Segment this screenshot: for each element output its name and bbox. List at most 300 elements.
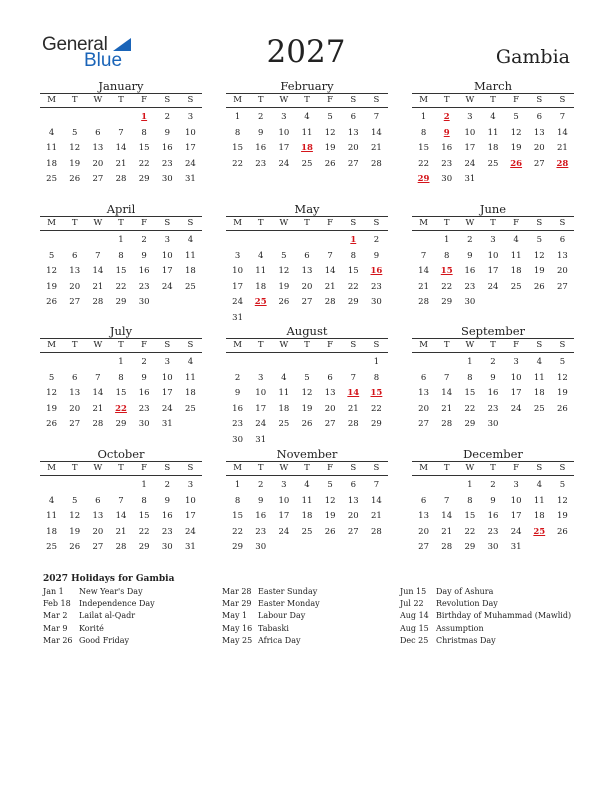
week-row [412,233,574,249]
month-title: January [98,79,144,93]
day-cell: 12 [301,388,313,398]
week-rows [40,355,202,433]
day-cell: 4 [536,357,542,367]
day-cell: 20 [557,266,568,276]
holiday-day-cell: 16 [370,266,383,276]
weekday-label: T [443,463,450,473]
day-cell: 19 [510,143,522,153]
day-cell: 11 [533,495,545,506]
day-cell: 20 [92,158,104,169]
month-august [226,324,388,448]
day-cell [109,110,132,126]
weekday-label: F [513,218,520,228]
day-cell [86,478,109,494]
day-cell: 1 [141,480,147,490]
weekday-label: S [559,95,566,105]
weekday-label: S [164,463,171,473]
month-march [412,79,574,188]
day-cell: 7 [444,495,450,506]
day-cell: 3 [467,112,473,122]
week-row [226,355,388,371]
week-row [412,172,574,188]
day-cell: 18 [46,526,57,537]
holiday-day-cell: 15 [440,266,453,276]
week-row [226,110,388,126]
day-cell [435,478,458,494]
day-cell: 12 [557,372,568,383]
month-title: September [460,324,526,338]
weekday-header [412,461,574,476]
week-row [226,494,388,510]
day-cell [412,355,435,371]
day-cell: 11 [487,127,499,138]
week-row [412,126,574,142]
month-january [40,79,202,188]
day-cell: 10 [510,372,522,383]
day-cell: 9 [258,495,264,506]
brand-word-blue: Blue [84,50,123,71]
holiday-day-cell: 18 [301,143,313,153]
day-cell [551,540,574,556]
day-cell: 3 [513,480,519,490]
month-october [40,447,202,556]
holiday-item [222,586,402,598]
day-cell: 14 [441,388,453,398]
day-cell [551,417,574,433]
weekday-label: M [233,95,242,105]
day-cell: 6 [350,112,356,122]
weekday-label: F [327,218,334,228]
day-cell: 6 [420,372,427,383]
week-row [40,402,202,418]
day-cell: 29 [232,542,243,552]
day-cell: 10 [487,250,499,261]
day-cell: 28 [347,419,359,429]
day-cell: 11 [301,495,313,506]
holiday-date: May 16 [222,623,253,633]
holiday-item [43,586,223,598]
day-cell: 18 [533,511,545,521]
day-cell: 21 [324,281,336,292]
day-cell: 27 [418,542,429,552]
day-cell: 30 [371,297,382,307]
day-cell: 11 [255,266,267,276]
day-cell: 12 [278,266,290,276]
day-cell: 27 [69,419,81,429]
day-cell: 11 [185,250,196,261]
day-cell: 29 [347,297,359,307]
day-cell: 3 [281,480,287,490]
day-cell: 16 [232,403,243,414]
week-row [226,525,388,541]
day-cell: 2 [490,480,496,490]
weekday-label: W [93,95,103,105]
weekday-label: T [257,95,264,105]
week-row [226,402,388,418]
month-title: May [294,202,320,216]
weekday-label: F [141,95,148,105]
holiday-day-cell: 15 [370,388,383,398]
day-cell [505,417,528,433]
day-cell: 28 [418,297,429,307]
week-row [40,110,202,126]
weekday-label: T [443,340,450,350]
day-cell: 25 [487,158,499,169]
day-cell: 4 [304,480,310,490]
weekday-label: F [327,463,334,473]
holiday-name: Day of Ashura [436,587,494,596]
day-cell: 20 [418,403,429,414]
day-cell: 26 [557,526,568,537]
day-cell: 6 [304,250,310,261]
day-cell: 10 [161,372,173,383]
day-cell: 7 [444,372,450,383]
day-cell: 17 [510,388,522,398]
week-row [40,494,202,510]
day-cell: 16 [255,143,267,153]
day-cell [319,355,342,371]
day-cell: 4 [304,112,310,122]
day-cell: 14 [441,511,453,521]
day-cell: 2 [490,357,496,367]
holiday-item [222,598,402,610]
holiday-name: New Year's Day [79,587,143,596]
day-cell: 21 [92,403,104,414]
day-cell: 22 [418,158,429,169]
weekday-label: M [233,218,242,228]
day-cell: 18 [533,388,545,398]
day-cell: 21 [418,281,429,292]
day-cell [481,295,504,311]
day-cell: 9 [490,495,496,506]
weekday-label: F [327,95,334,105]
weekday-label: S [187,218,194,228]
week-row [226,264,388,280]
day-cell: 10 [255,388,267,398]
week-rows [226,478,388,556]
day-cell: 20 [69,403,81,414]
day-cell: 27 [347,526,359,537]
day-cell: 2 [373,235,380,245]
day-cell: 7 [327,250,333,261]
day-cell: 29 [138,174,150,184]
day-cell [109,478,132,494]
holiday-name: Easter Sunday [258,587,318,596]
weekday-label: W [465,218,475,228]
day-cell [505,295,528,311]
weekday-label: S [536,340,543,350]
day-cell: 1 [444,235,450,245]
week-row [40,417,202,433]
holiday-day-cell: 25 [533,526,546,537]
day-cell: 6 [536,112,542,122]
day-cell [435,355,458,371]
holiday-column [400,586,580,647]
holiday-date: Dec 25 [400,635,429,645]
day-cell: 13 [92,511,104,521]
weekday-label: S [536,218,543,228]
weekday-label: T [118,463,124,473]
day-cell: 27 [301,297,313,307]
day-cell: 2 [234,372,241,383]
weekday-label: M [47,218,56,228]
day-cell: 1 [420,112,427,122]
day-cell: 17 [161,388,173,398]
day-cell: 9 [141,250,147,261]
day-cell: 28 [371,158,382,169]
day-cell: 10 [185,127,196,138]
day-cell [319,433,342,449]
day-cell: 24 [161,403,173,414]
weekday-label: S [373,95,380,105]
weekday-label: F [141,463,148,473]
weekday-header [226,338,388,353]
weekday-label: T [490,218,496,228]
day-cell: 24 [255,419,267,429]
weekday-label: S [373,463,380,473]
day-cell [40,233,63,249]
day-cell: 24 [161,281,173,292]
day-cell: 5 [513,112,519,122]
day-cell: 19 [69,526,81,537]
weekday-label: W [465,95,475,105]
holiday-name: Christmas Day [436,635,496,645]
day-cell: 22 [138,526,150,537]
day-cell: 28 [324,297,336,307]
day-cell: 4 [187,235,194,245]
day-cell [528,172,551,188]
day-cell: 26 [46,297,57,307]
day-cell: 29 [138,542,150,552]
day-cell: 22 [347,281,359,292]
day-cell: 10 [278,495,290,506]
day-cell: 26 [69,174,81,184]
day-cell: 9 [467,250,473,261]
day-cell: 16 [441,143,453,153]
weekday-label: M [419,463,428,473]
holiday-date: Jan 1 [43,587,64,596]
day-cell: 30 [138,419,150,429]
day-cell: 15 [464,511,476,521]
holiday-date: Feb 18 [43,599,71,609]
weekday-label: S [559,463,566,473]
holiday-item [400,598,580,610]
week-row [226,386,388,402]
weekday-label: T [257,463,264,473]
day-cell [86,355,109,371]
weekday-label: T [304,218,310,228]
week-row [412,402,574,418]
week-row [412,386,574,402]
holiday-item [400,635,580,647]
day-cell: 3 [187,112,194,122]
day-cell: 21 [115,158,127,169]
day-cell: 8 [118,250,124,261]
day-cell [551,172,574,188]
weekday-label: S [187,340,194,350]
day-cell: 20 [301,281,313,292]
day-cell: 23 [255,526,267,537]
day-cell [319,233,342,249]
month-november [226,447,388,556]
holiday-name: Assumption [436,623,484,633]
day-cell: 8 [141,127,147,138]
day-cell: 5 [304,372,310,383]
day-cell: 3 [281,112,287,122]
day-cell: 6 [72,250,78,261]
day-cell: 21 [557,143,568,153]
week-row [412,110,574,126]
day-cell [272,233,295,249]
day-cell: 6 [327,372,333,383]
weekday-label: T [304,95,310,105]
day-cell: 19 [557,388,568,398]
weekday-label: T [490,340,496,350]
day-cell: 20 [418,526,429,537]
day-cell: 6 [72,372,78,383]
week-row [40,157,202,173]
calendar-year: 2027 [266,34,346,70]
weekday-label: W [279,218,289,228]
week-rows [412,478,574,556]
holiday-date: Jul 22 [400,599,424,609]
day-cell: 28 [92,419,104,429]
day-cell: 22 [115,281,127,292]
day-cell: 11 [46,511,57,521]
day-cell: 26 [324,158,336,169]
day-cell: 27 [557,281,568,292]
week-rows [226,355,388,448]
day-cell: 15 [347,266,359,276]
day-cell: 6 [350,480,356,490]
day-cell [412,233,435,249]
day-cell [86,233,109,249]
week-row [226,478,388,494]
day-cell: 19 [278,281,290,292]
day-cell: 17 [278,511,290,521]
day-cell: 19 [46,281,57,292]
day-cell: 25 [278,419,290,429]
weekday-label: W [465,463,475,473]
day-cell: 13 [301,266,313,276]
day-cell: 18 [510,266,522,276]
day-cell [179,417,202,433]
weekday-label: S [373,218,380,228]
day-cell: 24 [510,403,522,414]
day-cell: 14 [115,143,127,153]
day-cell: 30 [255,542,267,552]
day-cell: 19 [46,403,57,414]
day-cell: 23 [232,419,243,429]
day-cell: 23 [441,158,453,169]
day-cell: 21 [441,403,453,414]
day-cell: 30 [441,174,453,184]
day-cell: 30 [232,434,243,445]
day-cell: 13 [533,127,545,138]
day-cell: 4 [513,235,519,245]
day-cell: 25 [46,174,57,184]
weekday-label: M [419,340,428,350]
weekday-label: S [536,463,543,473]
day-cell [342,433,365,449]
day-cell: 23 [138,403,150,414]
day-cell: 17 [464,143,476,153]
weekday-header [40,461,202,476]
week-row [226,280,388,296]
weekday-header [40,216,202,231]
day-cell: 12 [69,143,81,153]
weekday-label: S [536,95,543,105]
week-row [40,540,202,556]
week-row [412,494,574,510]
holiday-name: Independence Day [79,599,155,609]
day-cell: 5 [536,235,542,245]
day-cell: 31 [185,174,196,184]
day-cell [63,233,86,249]
day-cell: 21 [115,526,127,537]
week-row [412,280,574,296]
month-title: July [109,324,133,338]
week-row [412,525,574,541]
day-cell: 3 [490,235,496,245]
holiday-date: Mar 26 [43,635,73,645]
day-cell: 5 [48,372,55,383]
weekday-label: M [47,463,56,473]
day-cell: 3 [258,372,264,383]
day-cell [156,295,179,311]
day-cell: 5 [327,480,333,490]
week-row [226,157,388,173]
day-cell: 3 [513,357,519,367]
day-cell: 12 [533,250,545,261]
day-cell: 14 [371,495,382,506]
day-cell [272,540,295,556]
day-cell: 8 [444,250,450,261]
day-cell: 2 [141,357,147,367]
day-cell: 4 [281,372,287,383]
day-cell: 17 [185,143,196,153]
country-name: Gambia [495,46,570,68]
day-cell: 6 [559,235,566,245]
week-row [226,540,388,556]
day-cell: 5 [48,250,55,261]
day-cell: 26 [278,297,290,307]
day-cell: 24 [185,158,196,169]
day-cell: 18 [185,266,196,276]
week-row [226,371,388,387]
week-row [226,126,388,142]
day-cell: 2 [258,480,264,490]
week-row [226,141,388,157]
weekday-label: W [93,463,103,473]
weekday-label: S [350,218,357,228]
day-cell: 24 [278,158,290,169]
day-cell: 25 [301,158,313,169]
holiday-day-cell: 14 [347,388,360,398]
day-cell [505,172,528,188]
day-cell [272,355,295,371]
holiday-day-cell: 29 [417,174,430,184]
day-cell: 17 [278,143,290,153]
day-cell: 15 [115,388,127,398]
day-cell: 13 [347,495,359,506]
holiday-item [222,610,402,622]
weekday-label: S [350,463,357,473]
holiday-list [43,572,583,666]
weekday-header [226,461,388,476]
day-cell: 16 [487,388,499,398]
day-cell: 27 [92,542,104,552]
